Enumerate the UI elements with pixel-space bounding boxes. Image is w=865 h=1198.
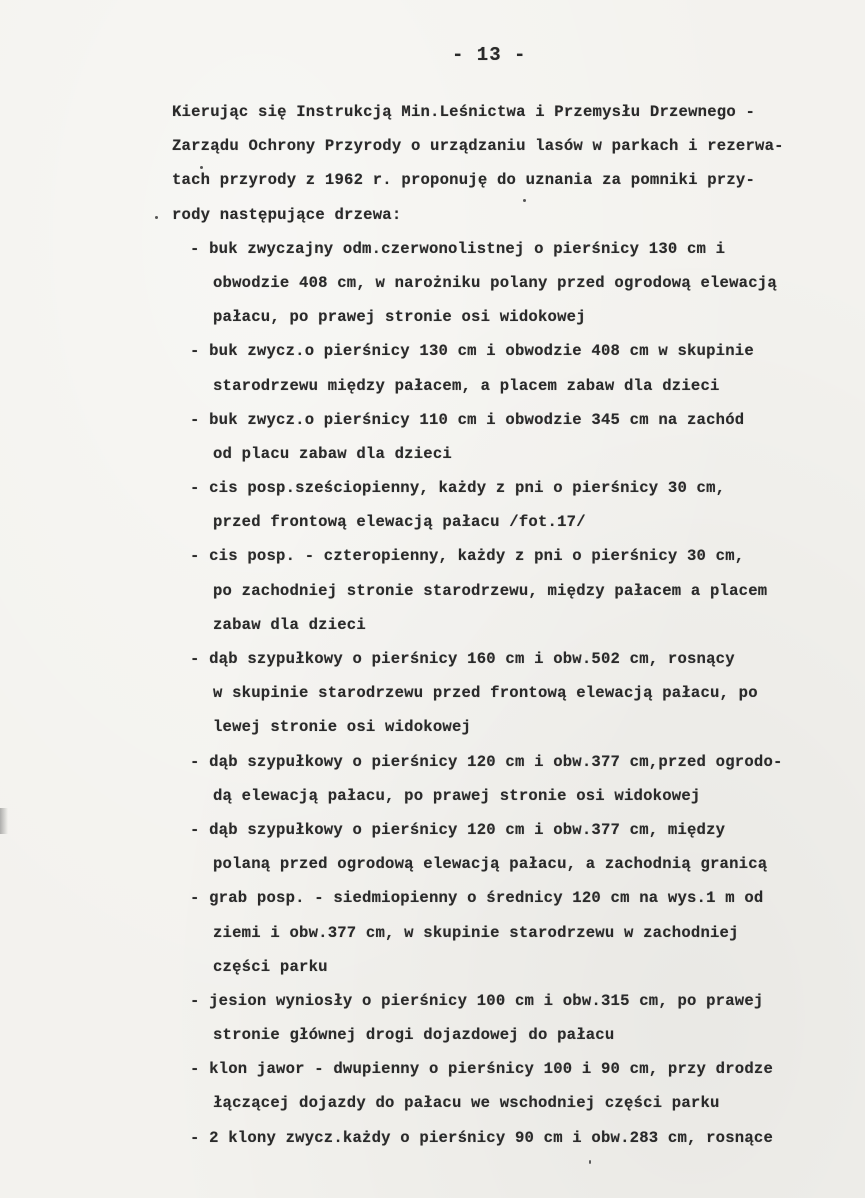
scan-speck: [200, 166, 203, 169]
tree-list-continuation: obwodzie 408 cm, w narożniku polany przed ogrodową elewacją: [213, 273, 777, 292]
scan-edge-shadow: [0, 808, 8, 834]
tree-list-item: - klon jawor - dwupienny o pierśnicy 100 i 90 cm, przy drodze: [190, 1060, 774, 1079]
tree-list-continuation: części parku: [213, 957, 328, 976]
tree-list-item: - cis posp.sześciopienny, każdy z pni o pierśnicy 30 cm,: [190, 479, 726, 498]
tree-list-continuation: polaną przed ogrodową elewacją pałacu, a zachodnią granicą: [213, 855, 768, 874]
tree-list-continuation: w skupinie starodrzewu przed frontową elewacją pałacu, po: [213, 684, 758, 703]
document-body: [172, 95, 862, 1155]
tree-list-item: - buk zwycz.o pierśnicy 110 cm i obwodzie 345 cm na zachód: [190, 410, 745, 429]
tree-list-item: - dąb szypułkowy o pierśnicy 160 cm i obw.502 cm, rosnący: [190, 650, 735, 668]
tree-list-continuation: pałacu, po prawej stronie osi widokowej: [213, 308, 586, 327]
page-number: - 13 -: [452, 44, 527, 66]
tree-list-continuation: zabaw dla dzieci: [213, 615, 366, 634]
tree-list-continuation: po zachodniej stronie starodrzewu, między pałacem a placem: [213, 581, 768, 600]
tree-list-continuation: łączącej dojazdy do pałacu we wschodniej części parku: [213, 1094, 720, 1113]
intro-line: tach przyrody z 1962 r. proponuję do uznania za pomniki przy-: [172, 171, 756, 190]
tree-list-continuation: lewej stronie osi widokowej: [213, 718, 472, 737]
tree-list-item: - buk zwycz.o pierśnicy 130 cm i obwodzie 408 cm w skupinie: [190, 342, 754, 361]
tree-list-continuation: dą elewacją pałacu, po prawej stronie osi widokowej: [213, 786, 701, 805]
tree-list-item: - cis posp. - czteropienny, każdy z pni o pierśnicy 30 cm,: [190, 547, 745, 566]
scan-speck: [523, 199, 526, 202]
tree-list-item: - dąb szypułkowy o pierśnicy 120 cm i obw.377 cm, między: [190, 820, 726, 839]
intro-line: Zarządu Ochrony Przyrody o urządzaniu lasów w parkach i rezerwa-: [172, 137, 784, 156]
tree-list-item: - buk zwyczajny odm.czerwonolistnej o pierśnicy 130 cm i: [190, 239, 726, 258]
tree-list-item: - jesion wyniosły o pierśnicy 100 cm i obw.315 cm, po prawej: [190, 991, 764, 1010]
tree-list-continuation: od placu zabaw dla dzieci: [213, 444, 452, 463]
tree-list-continuation: przed frontową elewacją pałacu /fot.17/: [213, 513, 586, 532]
scan-speck: [155, 216, 158, 219]
intro-line: rody następujące drzewa:: [172, 205, 402, 224]
intro-line: Kierując się Instrukcją Min.Leśnictwa i Przemysłu Drzewnego -: [172, 103, 756, 121]
tree-list-continuation: starodrzewu między pałacem, a placem zabaw dla dzieci: [213, 376, 720, 395]
tree-list-continuation: ziemi i obw.377 cm, w skupinie starodrzewu w zachodniej: [213, 923, 739, 942]
tree-list-item: - grab posp. - siedmiopienny o średnicy 120 cm na wys.1 m od: [190, 889, 764, 908]
tree-list-continuation: stronie głównej drogi dojazdowej do pałacu: [213, 1026, 615, 1045]
tree-list-item: - dąb szypułkowy o pierśnicy 120 cm i obw.377 cm,przed ogrodo-: [190, 752, 783, 771]
scan-speck: [589, 1160, 591, 1164]
tree-list-item: - 2 klony zwycz.każdy o pierśnicy 90 cm i obw.283 cm, rosnące: [190, 1128, 774, 1147]
